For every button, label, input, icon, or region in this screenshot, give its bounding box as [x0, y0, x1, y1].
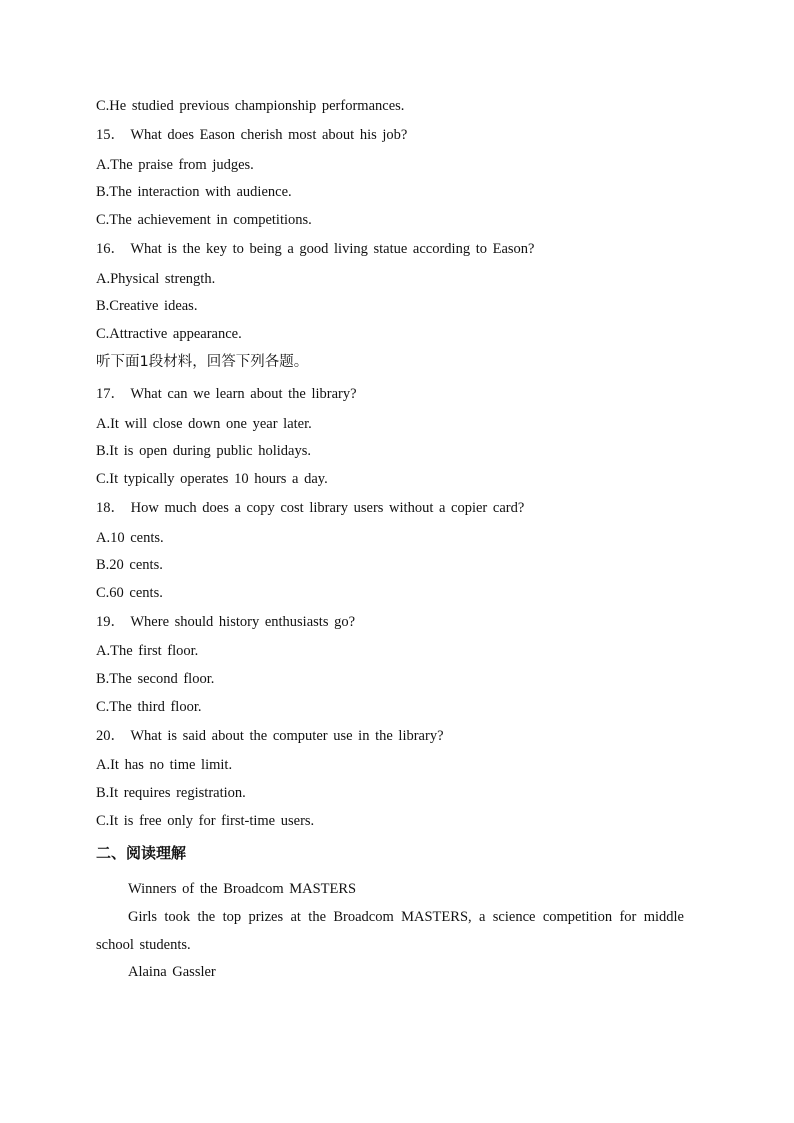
q15-option-b: B.The interaction with audience.: [96, 184, 292, 200]
question-15: 15． What does Eason cherish most about his job?: [96, 127, 408, 143]
q17-option-a: A.It will close down one year later.: [96, 416, 312, 432]
q20-option-c: C.It is free only for first-time users.: [96, 813, 315, 829]
article-title: Winners of the Broadcom MASTERS: [128, 881, 357, 897]
question-18: 18． How much does a copy cost library users without a copier card?: [96, 500, 525, 516]
question-17: 17． What can we learn about the library?: [96, 386, 357, 402]
q18-option-b: B.20 cents.: [96, 557, 163, 573]
q18-option-a: A.10 cents.: [96, 530, 164, 546]
question-19: 19． Where should history enthusiasts go?: [96, 614, 356, 630]
section-instruction: 听下面1段材料，回答下列各题。: [96, 354, 309, 370]
q19-option-b: B.The second floor.: [96, 671, 215, 687]
q16-option-b: B.Creative ideas.: [96, 298, 198, 314]
q17-option-b: B.It is open during public holidays.: [96, 443, 311, 459]
question-16: 16． What is the key to being a good living statue according to Eason?: [96, 241, 535, 257]
q20-option-b: B.It requires registration.: [96, 785, 246, 801]
article-paragraph-line-2: school students.: [96, 937, 191, 953]
section-heading: 二、阅读理解: [96, 844, 187, 862]
q15-option-a: A.The praise from judges.: [96, 157, 254, 173]
q19-option-a: A.The first floor.: [96, 643, 199, 659]
q16-option-c: C.Attractive appearance.: [96, 326, 242, 342]
q15-option-c: C.The achievement in competitions.: [96, 212, 312, 228]
q19-option-c: C.The third floor.: [96, 699, 202, 715]
q18-option-c: C.60 cents.: [96, 585, 163, 601]
q14-option-c: C.He studied previous championship performances.: [96, 98, 405, 114]
question-20: 20． What is said about the computer use in the library?: [96, 728, 444, 744]
q16-option-a: A.Physical strength.: [96, 271, 216, 287]
article-paragraph-line-1: Girls took the top prizes at the Broadcom MASTERS, a science competition for middle: [128, 909, 684, 925]
q17-option-c: C.It typically operates 10 hours a day.: [96, 471, 328, 487]
q20-option-a: A.It has no time limit.: [96, 757, 233, 773]
article-subheading: Alaina Gassler: [128, 964, 216, 980]
